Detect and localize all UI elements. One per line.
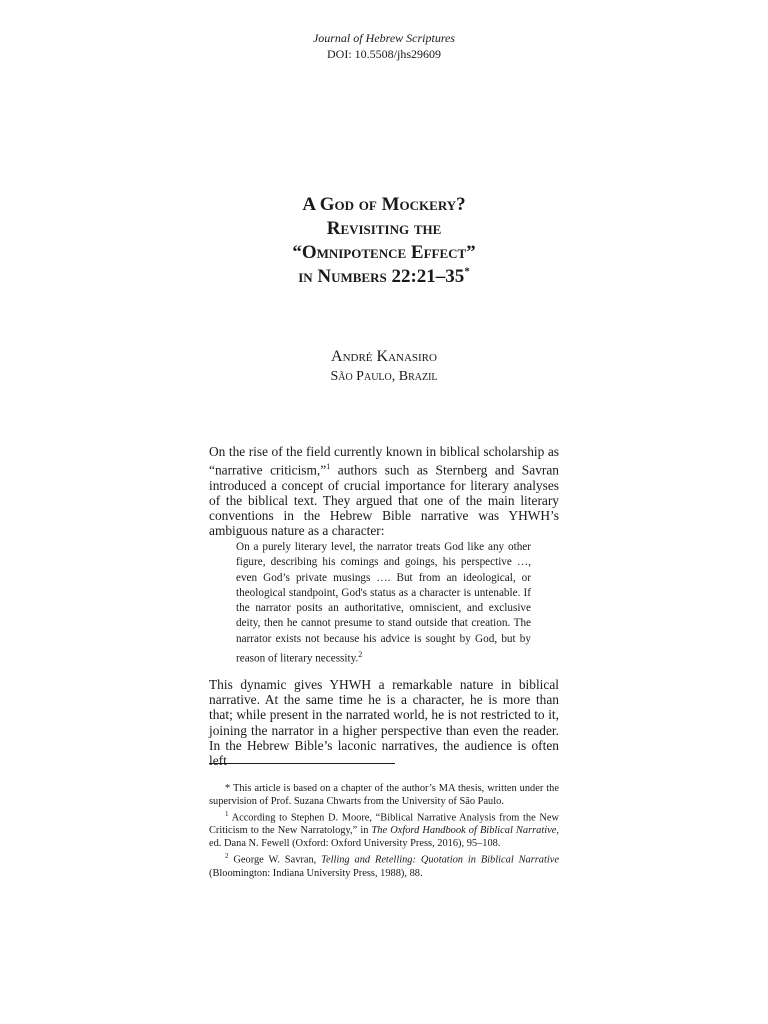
paragraph-intro (209, 444, 559, 539)
paragraph-intro-text-b: authors such as Sternberg and Savran introduced a concept of crucial importance for literary analyses of the biblical text. They argued that one of the main literary conventions in the Hebrew Bible narrative was YHWH’s ambiguous nature as a character: (209, 462, 559, 539)
footnote-1-number: 1 (225, 810, 229, 818)
footnote-1-book-title: The Oxford Handbook of Biblical Narrative (371, 825, 557, 837)
journal-name: Journal of Hebrew Scriptures (312, 31, 456, 45)
article-title (0, 193, 768, 289)
running-header (0, 30, 768, 62)
footnote-star: * This article is based on a chapter of the author’s MA thesis, written under the supervision of Prof. Suzana Chwarts from the University of São Paulo. (209, 783, 559, 807)
footnote-ref-1[interactable]: 1 (326, 462, 331, 472)
footnote-1-text-a: According to Stephen D. Moore, “Biblical Narrative Analysis from the New Criticism to the New Narratology,” in (209, 812, 559, 837)
paragraph-intro-text-a: On the rise of the field currently known in biblical scholarship as “narrative criticism,” (209, 444, 559, 478)
footnote-separator (209, 763, 395, 764)
title-line-4 (0, 265, 768, 289)
title-line-2: Revisiting the (326, 218, 442, 239)
author-affiliation: São Paulo, Brazil (330, 369, 438, 384)
paragraph-dynamic: This dynamic gives YHWH a remarkable nature in biblical narrative. At the same time he is a character, he is more than that; while present in the narrated world, he is not restricted to it, joining the narrator in a higher perspective than even the reader. In the Hebrew Bible’s laconic narratives, the audience is often left (209, 677, 559, 769)
footnote-2-text-b: (Bloomington: Indiana University Press, 1988), 88. (209, 867, 423, 879)
block-quote-text: On a purely literary level, the narrator treats God like any other figure, describing his comings and goings, his perspective …, even God’s private musings …. But from an ideological, or theological standpoint, God's status as a character is untenable. If the narrator posits an authoritative, omniscient, and exclusive deity, then he cannot presume to stand outside that creation. The narrator exists not because his advice is sought by God, but by reason of literary necessity. (236, 541, 531, 665)
footnote-2-book-title: Telling and Retelling: Quotation in Biblical Narrative (321, 854, 560, 866)
author-name: André Kanasiro (331, 348, 437, 365)
title-line-3: “Omnipotence Effect” (292, 242, 476, 263)
title-line-4-text: in Numbers 22:21–35 (298, 266, 465, 287)
title-footnote-marker[interactable]: * (464, 265, 470, 278)
footnote-2-text-a: George W. Savran, (228, 854, 322, 866)
doi-link[interactable]: DOI: 10.5508/jhs29609 (327, 47, 441, 61)
author-block (0, 347, 768, 386)
footnote-2-number: 2 (225, 852, 229, 861)
title-line-1: A God of Mockery? (302, 194, 466, 215)
footnote-1-text-b: , ed. Dana N. Fewell (Oxford: Oxford University Press, 2016), 95–108. (209, 825, 559, 850)
footnote-ref-2[interactable]: 2 (358, 650, 363, 660)
footnote-1 (209, 808, 559, 850)
block-quote (236, 540, 531, 667)
footnote-2 (209, 850, 559, 879)
footnotes (209, 782, 559, 880)
